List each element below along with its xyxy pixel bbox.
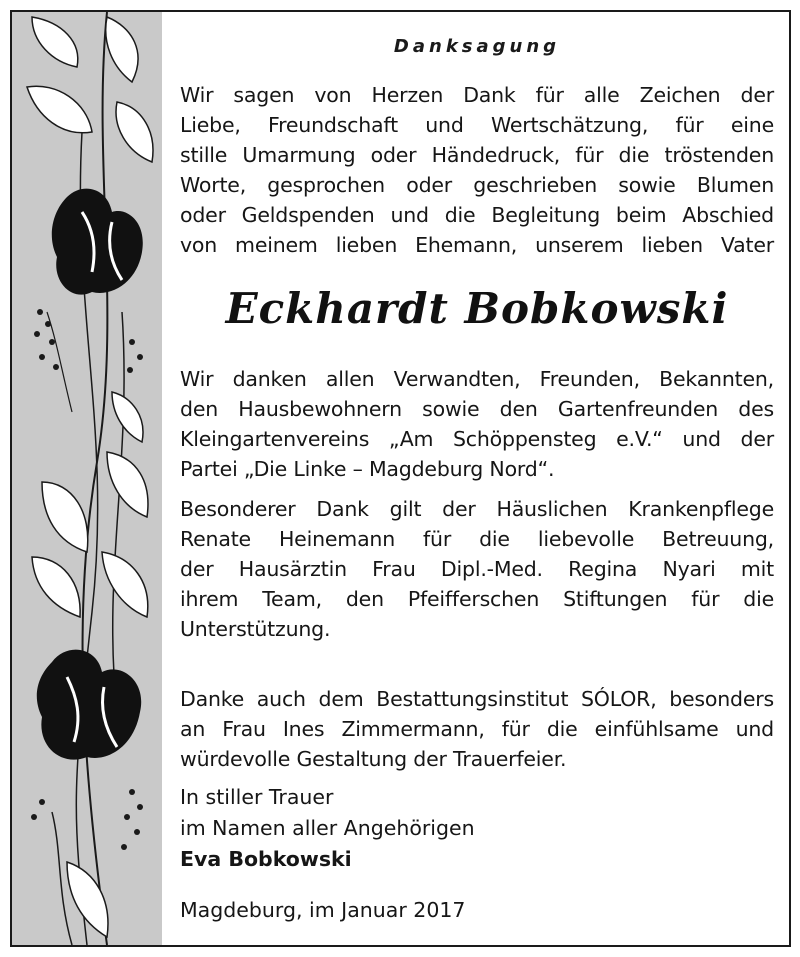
floral-ornament-icon — [12, 12, 162, 945]
text-line: oder Geldspenden und die Begleitung beim Abschied — [180, 203, 774, 227]
closing-line-2: im Namen aller Angehörigen — [180, 816, 475, 840]
text-line: an Frau Ines Zimmermann, für die einfühlsame und — [180, 717, 774, 741]
text-line: stille Umarmung oder Händedruck, für die tröstenden — [180, 143, 774, 167]
notice-heading: Danksagung — [393, 36, 561, 57]
text-line: Wir sagen von Herzen Dank für alle Zeichen der — [180, 83, 774, 107]
text-line: Besonderer Dank gilt der Häuslichen Krankenpflege — [180, 497, 774, 521]
text-line: Partei „Die Linke – Magdeburg Nord“. — [180, 457, 555, 481]
text-line: ihrem Team, den Pfeifferschen Stiftungen für die — [180, 587, 774, 611]
text-line: Danke auch dem Bestattungsinstitut SÓLOR, besonders — [180, 687, 774, 711]
closing-line-1: In stiller Trauer — [180, 785, 334, 809]
text-line: Kleingartenvereins „Am Schöppensteg e.V.“ und der — [180, 427, 774, 451]
intro-paragraph — [180, 80, 774, 260]
text-line: Wir danken allen Verwandten, Freunden, Bekannten, — [180, 367, 774, 391]
thanks-paragraph-2 — [180, 494, 774, 644]
text-line: würdevolle Gestaltung der Trauerfeier. — [180, 747, 567, 771]
text-line: Renate Heinemann für die liebevolle Betreuung, — [180, 527, 774, 551]
signer-name: Eva Bobkowski — [180, 847, 352, 871]
deceased-name: Eckhardt Bobkowski — [225, 284, 729, 333]
text-line: Liebe, Freundschaft und Wertschätzung, für eine — [180, 113, 774, 137]
text-line: der Hausärztin Frau Dipl.-Med. Regina Nyari mit — [180, 557, 774, 581]
place-date: Magdeburg, im Januar 2017 — [180, 898, 466, 922]
text-line: Unterstützung. — [180, 617, 331, 641]
floral-side-panel — [12, 12, 162, 945]
closing-block — [180, 782, 774, 875]
thanks-paragraph-3 — [180, 684, 774, 774]
text-line: Worte, gesprochen oder geschrieben sowie Blumen — [180, 173, 774, 197]
text-line: von meinem lieben Ehemann, unserem lieben Vater — [180, 233, 774, 257]
notice-frame — [10, 10, 791, 947]
text-line: den Hausbewohnern sowie den Gartenfreunden des — [180, 397, 774, 421]
thanks-paragraph-1 — [180, 364, 774, 484]
